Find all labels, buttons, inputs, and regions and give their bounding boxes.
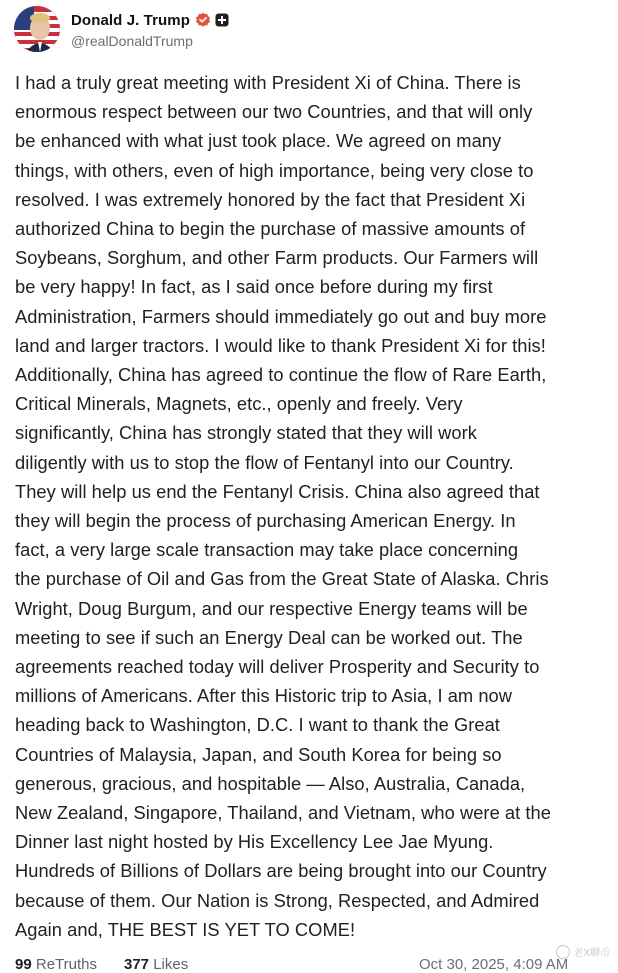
plus-square-icon — [215, 13, 229, 27]
author-name-row — [71, 9, 229, 31]
likes-label: Likes — [153, 956, 189, 973]
watermark — [556, 944, 610, 959]
author-display-name[interactable]: Donald J. Trump — [71, 11, 191, 29]
post-footer — [15, 952, 615, 972]
avatar-image — [14, 6, 60, 52]
watermark-text: 老X聊币 — [573, 948, 610, 959]
author-names — [71, 9, 229, 49]
retruths-stat[interactable] — [15, 956, 97, 973]
post-timestamp[interactable]: Oct 30, 2025, 4:09 AM — [419, 956, 569, 973]
post-header — [14, 4, 229, 54]
post-body-text: I had a truly great meeting with President Xi of China. There is enormous respect between our two Countries, and that will only be enhanced with what just took place. We agreed on many things, with others, even of high importance, being very close to resolved. I was extremely honored by the fact that President Xi authorized China to begin the purchase of massive amounts of Soybeans, Sorghum, and other Farm products. Our Farmers will be very happy! In fact, as I said once before during my first Administration, Farmers should immediately go out and buy more land and larger tractors. I would like to thank President Xi for this! Additionally, China has agreed to continue the flow of Rare Earth, Critical Minerals, Magnets, etc., openly and freely. Very significantly, China has strongly stated that they will work diligently with us to stop the flow of Fentanyl into our Country. They will help us end the Fentanyl Crisis. China also agreed that they will begin the process of purchasing American Energy. In fact, a very large scale transaction may take place concerning the purchase of Oil and Gas from the Great State of Alaska. Chris Wright, Doug Burgum, and our respective Energy teams will be meeting to see if such an Energy Deal can be worked out. The agreements reached today will deliver Prosperity and Security to millions of Americans. After this Historic trip to Asia, I am now heading back to Washington, D.C. I want to thank the Great Countries of Malaysia, Japan, and South Korea for being so generous, gracious, and hospitable — Also, Australia, Canada, New Zealand, Singapore, Thailand, and Vietnam, who were at the Dinner last night hosted by His Excellency Lee Jae Myung. Hundreds of Billions of Dollars are being brought into our Country because of them. Our Nation is Strong, Respected, and Admired Again and, THE BEST IS YET TO COME! — [15, 72, 551, 940]
likes-count: 377 — [124, 956, 150, 973]
author-handle[interactable]: @realDonaldTrump — [71, 33, 193, 49]
watermark-logo-icon — [556, 945, 570, 959]
likes-stat[interactable] — [124, 956, 188, 973]
author-avatar[interactable] — [14, 6, 60, 52]
retruths-label: ReTruths — [35, 956, 97, 973]
retruths-count: 99 — [15, 956, 32, 973]
verified-badge-icon — [195, 12, 211, 28]
